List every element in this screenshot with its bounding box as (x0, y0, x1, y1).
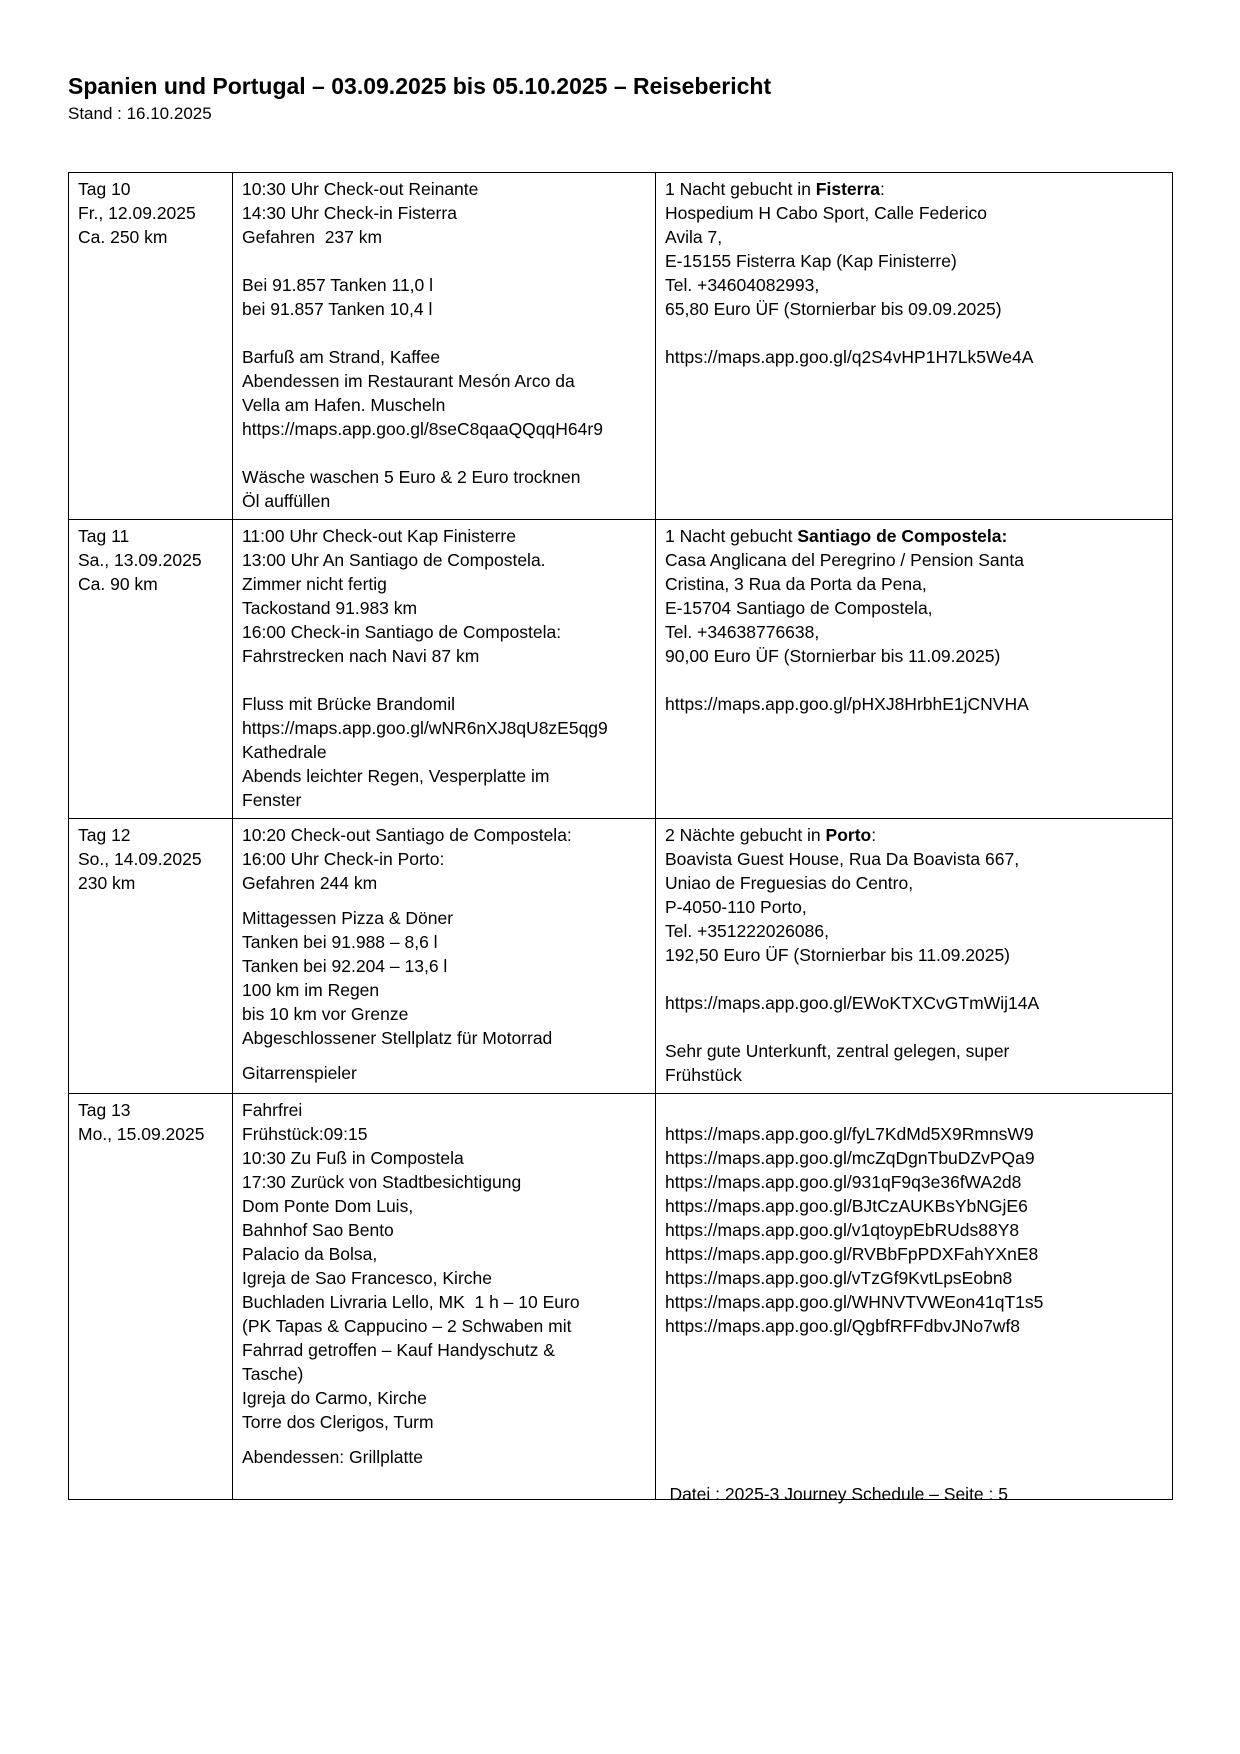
day-cell (69, 819, 233, 1094)
text-line: 17:30 Zurück von Stadtbesichtigung (242, 1172, 522, 1192)
map-link-text: https://maps.app.goo.gl/8seC8qaaQQqqH64r9 (242, 419, 603, 439)
text-line: Fahrrad getroffen – Kauf Handyschutz & (242, 1340, 555, 1360)
table-row (69, 1094, 1173, 1500)
table-row (69, 173, 1173, 520)
text-line: 14:30 Uhr Check-in Fisterra (242, 203, 457, 223)
map-link-text: https://maps.app.goo.gl/931qF9q3e36fWA2d8 (665, 1172, 1022, 1192)
text-line: bis 10 km vor Grenze (242, 1004, 409, 1024)
text-line: 90,00 Euro ÜF (Stornierbar bis 11.09.2025) (665, 646, 1001, 666)
text-line: Igreja de Sao Francesco, Kirche (242, 1268, 492, 1288)
paragraph-gap (242, 1050, 647, 1061)
map-link-text: https://maps.app.goo.gl/mcZqDgnTbuDZvPQa9 (665, 1148, 1035, 1168)
paragraph-gap (242, 895, 647, 906)
text-line: Fenster (242, 790, 302, 810)
text-line: 230 km (78, 873, 136, 893)
text-line: Fahrfrei (242, 1100, 303, 1120)
activities-cell (233, 173, 656, 520)
text-line: Abends leichter Regen, Vesperplatte im (242, 766, 550, 786)
blank-line (242, 441, 647, 465)
blank-line (242, 249, 647, 273)
text-line (665, 823, 1164, 847)
booking-cell (656, 1094, 1173, 1500)
text-line: Boavista Guest House, Rua Da Boavista 667, (665, 849, 1020, 869)
text-line: 10:30 Zu Fuß in Compostela (242, 1148, 464, 1168)
text-line: Tag 13 (78, 1100, 131, 1120)
text-line: Hospedium H Cabo Sport, Calle Federico (665, 203, 987, 223)
text-line: Sa., 13.09.2025 (78, 550, 202, 570)
text-line: Tel. +351222026086, (665, 921, 829, 941)
text-line: Buchladen Livraria Lello, MK 1 h – 10 Euro (242, 1292, 580, 1312)
text-line: P-4050-110 Porto, (665, 897, 807, 917)
text-line: 10:30 Uhr Check-out Reinante (242, 179, 479, 199)
text-line: Avila 7, (665, 227, 723, 247)
text-line: Abendessen: Grillplatte (242, 1447, 423, 1467)
text-line (665, 177, 1164, 201)
text-line: Bahnhof Sao Bento (242, 1220, 394, 1240)
blank-line (665, 1015, 1164, 1039)
day-cell (69, 173, 233, 520)
map-link-text: https://maps.app.goo.gl/fyL7KdMd5X9RmnsW9 (665, 1124, 1034, 1144)
text-line: So., 14.09.2025 (78, 849, 202, 869)
text-line: Zimmer nicht fertig (242, 574, 387, 594)
blank-line (665, 967, 1164, 991)
text-line: 16:00 Check-in Santiago de Compostela: (242, 622, 562, 642)
blank-line (242, 668, 647, 692)
text-line: Tag 11 (78, 526, 130, 546)
day-cell (69, 1094, 233, 1500)
text-line: 65,80 Euro ÜF (Stornierbar bis 09.09.2025) (665, 299, 1002, 319)
bold-text: Fisterra (815, 179, 880, 199)
text-line: bei 91.857 Tanken 10,4 l (242, 299, 433, 319)
text-line: Uniao de Freguesias do Centro, (665, 873, 914, 893)
text-line: Sehr gute Unterkunft, zentral gelegen, super (665, 1041, 1010, 1061)
text-line: Kathedrale (242, 742, 327, 762)
page-title: Spanien und Portugal – 03.09.2025 bis 05.10.2025 – Reisebericht (68, 73, 772, 99)
text-line: Fr., 12.09.2025 (78, 203, 196, 223)
text-line: Fahrstrecken nach Navi 87 km (242, 646, 480, 666)
booking-cell (656, 819, 1173, 1094)
text-line: E-15704 Santiago de Compostela, (665, 598, 933, 618)
map-link-text: https://maps.app.goo.gl/vTzGf9KvtLpsEobn8 (665, 1268, 1013, 1288)
bold-text: Porto (825, 825, 872, 845)
page-footer: Datei : 2025-3 Journey Schedule – Seite : 5 (669, 1484, 1008, 1504)
text-line: 100 km im Regen (242, 980, 380, 1000)
revision-date: Stand : 16.10.2025 (68, 104, 212, 123)
text-line: 13:00 Uhr An Santiago de Compostela. (242, 550, 546, 570)
activities-cell (233, 520, 656, 819)
blank-line (665, 668, 1164, 692)
text-line: Barfuß am Strand, Kaffee (242, 347, 441, 367)
text-line: Bei 91.857 Tanken 11,0 l (242, 275, 434, 295)
text-line: E-15155 Fisterra Kap (Kap Finisterre) (665, 251, 957, 271)
text-line: Tel. +34604082993, (665, 275, 820, 295)
activities-cell (233, 819, 656, 1094)
text-line: 16:00 Uhr Check-in Porto: (242, 849, 445, 869)
map-link-text: https://maps.app.goo.gl/wNR6nXJ8qU8zE5qg9 (242, 718, 608, 738)
text-line: Gefahren 237 km (242, 227, 383, 247)
text-line: Tackostand 91.983 km (242, 598, 418, 618)
text-line: Tag 12 (78, 825, 131, 845)
text-line: Frühstück (665, 1065, 742, 1085)
text-line: Gitarrenspieler (242, 1063, 357, 1083)
table-row (69, 520, 1173, 819)
plain-text: 2 Nächte gebucht in (665, 825, 826, 845)
day-cell (69, 520, 233, 819)
map-link-text: https://maps.app.goo.gl/EWoKTXCvGTmWij14A (665, 993, 1040, 1013)
plain-text: : (880, 179, 885, 199)
document-header (0, 0, 1240, 126)
text-line: Tanken bei 91.988 – 8,6 l (242, 932, 438, 952)
plain-text: 1 Nacht gebucht in (665, 179, 816, 199)
text-line: Ca. 90 km (78, 574, 158, 594)
text-line: Ca. 250 km (78, 227, 168, 247)
text-line: Wäsche waschen 5 Euro & 2 Euro trocknen (242, 467, 581, 487)
map-link-text: https://maps.app.goo.gl/pHXJ8HrbhE1jCNVHA (665, 694, 1029, 714)
map-link-text: https://maps.app.goo.gl/WHNVTVWEon41qT1s5 (665, 1292, 1044, 1312)
activities-cell (233, 1094, 656, 1500)
plain-text: 1 Nacht gebucht (665, 526, 798, 546)
text-line: Tanken bei 92.204 – 13,6 l (242, 956, 448, 976)
text-line: Abgeschlossener Stellplatz für Motorrad (242, 1028, 553, 1048)
map-link-text: https://maps.app.goo.gl/BJtCzAUKBsYbNGjE6 (665, 1196, 1028, 1216)
table-row (69, 819, 1173, 1094)
text-line: 11:00 Uhr Check-out Kap Finisterre (242, 526, 516, 546)
text-line: Fluss mit Brücke Brandomil (242, 694, 455, 714)
text-line: Tasche) (242, 1364, 304, 1384)
map-link-text: https://maps.app.goo.gl/QgbfRFFdbvJNo7wf8 (665, 1316, 1021, 1336)
text-line: Abendessen im Restaurant Mesón Arco da (242, 371, 575, 391)
text-line: (PK Tapas & Cappucino – 2 Schwaben mit (242, 1316, 572, 1336)
text-line: Palacio da Bolsa, (242, 1244, 378, 1264)
map-link-text: https://maps.app.goo.gl/RVBbFpPDXFahYXnE8 (665, 1244, 1039, 1264)
itinerary-table (68, 172, 1173, 1500)
text-line: Casa Anglicana del Peregrino / Pension Santa (665, 550, 1024, 570)
text-line: Igreja do Carmo, Kirche (242, 1388, 427, 1408)
blank-line (242, 321, 647, 345)
text-line: Vella am Hafen. Muscheln (242, 395, 446, 415)
blank-line (665, 1098, 1164, 1122)
text-line: 192,50 Euro ÜF (Stornierbar bis 11.09.2025) (665, 945, 1011, 965)
bold-text: Santiago de Compostela: (797, 526, 1008, 546)
text-line: Öl auffüllen (242, 491, 331, 511)
paragraph-gap (242, 1434, 647, 1445)
blank-line (665, 321, 1164, 345)
plain-text: : (871, 825, 877, 845)
text-line: Tel. +34638776638, (665, 622, 820, 642)
text-line: Tag 10 (78, 179, 131, 199)
map-link-text: https://maps.app.goo.gl/v1qtoypEbRUds88Y8 (665, 1220, 1020, 1240)
text-line: Cristina, 3 Rua da Porta da Pena, (665, 574, 927, 594)
text-line: Mo., 15.09.2025 (78, 1124, 205, 1144)
text-line: Mittagessen Pizza & Döner (242, 908, 454, 928)
text-line (665, 524, 1164, 548)
booking-cell (656, 173, 1173, 520)
text-line: Gefahren 244 km (242, 873, 378, 893)
map-link-text: https://maps.app.goo.gl/q2S4vHP1H7Lk5We4A (665, 347, 1034, 367)
text-line: Dom Ponte Dom Luis, (242, 1196, 414, 1216)
booking-cell (656, 520, 1173, 819)
text-line: 10:20 Check-out Santiago de Compostela: (242, 825, 572, 845)
text-line: Frühstück:09:15 (242, 1124, 368, 1144)
text-line: Torre dos Clerigos, Turm (242, 1412, 434, 1432)
